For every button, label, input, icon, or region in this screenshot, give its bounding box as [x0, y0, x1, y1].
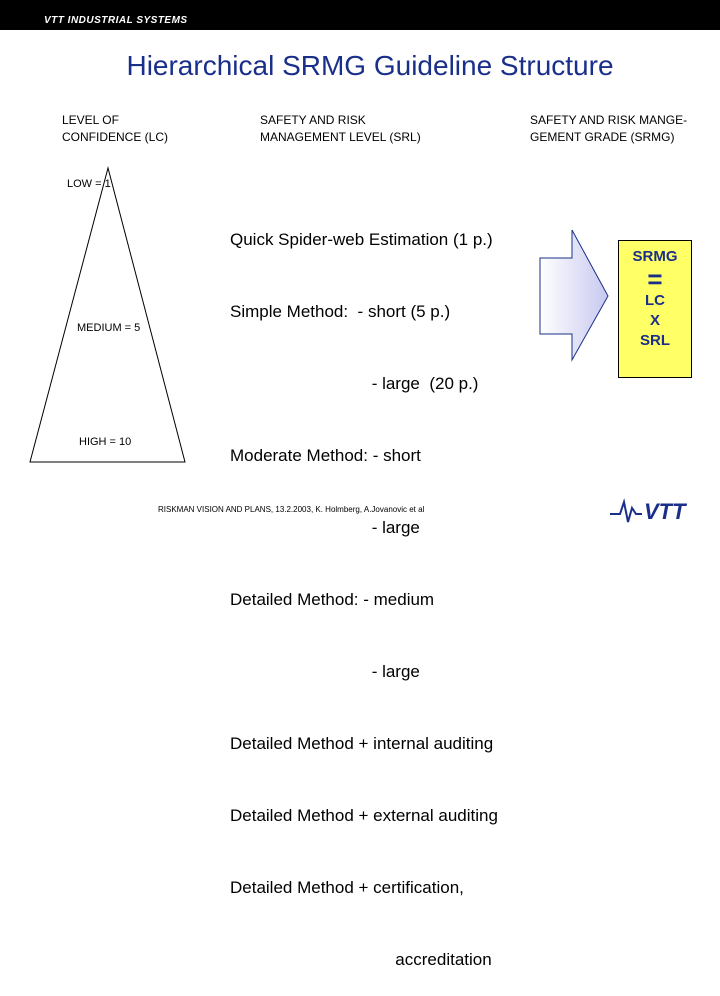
vtt-logo: [606, 492, 706, 528]
column-heading-srl: SAFETY AND RISK MANAGEMENT LEVEL (SRL): [260, 113, 421, 144]
method-line: Quick Spider-web Estimation (1 p.): [230, 230, 493, 249]
method-line: accreditation: [230, 950, 492, 969]
slide-title: Hierarchical SRMG Guideline Structure: [126, 50, 614, 81]
column-heading-lc: LEVEL OF CONFIDENCE (LC): [62, 113, 169, 144]
srmg-formula-box: [618, 240, 692, 378]
formula-srmg: SRMG: [632, 248, 678, 265]
method-line: - large (20 p.): [230, 374, 479, 393]
formula-equals: =: [647, 264, 663, 294]
method-line: Detailed Method + external auditing: [230, 806, 498, 825]
triangle-label-medium: MEDIUM = 5: [77, 322, 141, 334]
method-line: - large: [230, 662, 420, 681]
formula-lc: LC: [645, 292, 665, 309]
method-line: Simple Method: - short (5 p.): [230, 302, 451, 321]
formula-srl: SRL: [640, 332, 670, 349]
method-line: Detailed Method + internal auditing: [230, 734, 494, 753]
triangle-label-high: HIGH = 10: [79, 436, 132, 448]
company-name: VTT INDUSTRIAL SYSTEMS: [44, 15, 188, 26]
column-heading-srmg: SAFETY AND RISK MANGE- GEMENT GRADE (SRMG): [530, 113, 688, 144]
formula-x: X: [649, 312, 660, 329]
method-line: - large: [230, 518, 420, 537]
method-line: Detailed Method: - medium: [230, 590, 435, 609]
triangle-label-low: LOW = 1: [67, 178, 111, 190]
method-line: Moderate Method: - short: [230, 446, 421, 465]
footer-citation: RISKMAN VISION AND PLANS, 13.2.2003, K. Holmberg, A.Jovanovic et al: [158, 505, 425, 514]
method-line: Detailed Method + certification,: [230, 878, 464, 897]
logo-text: VTT: [644, 499, 686, 524]
